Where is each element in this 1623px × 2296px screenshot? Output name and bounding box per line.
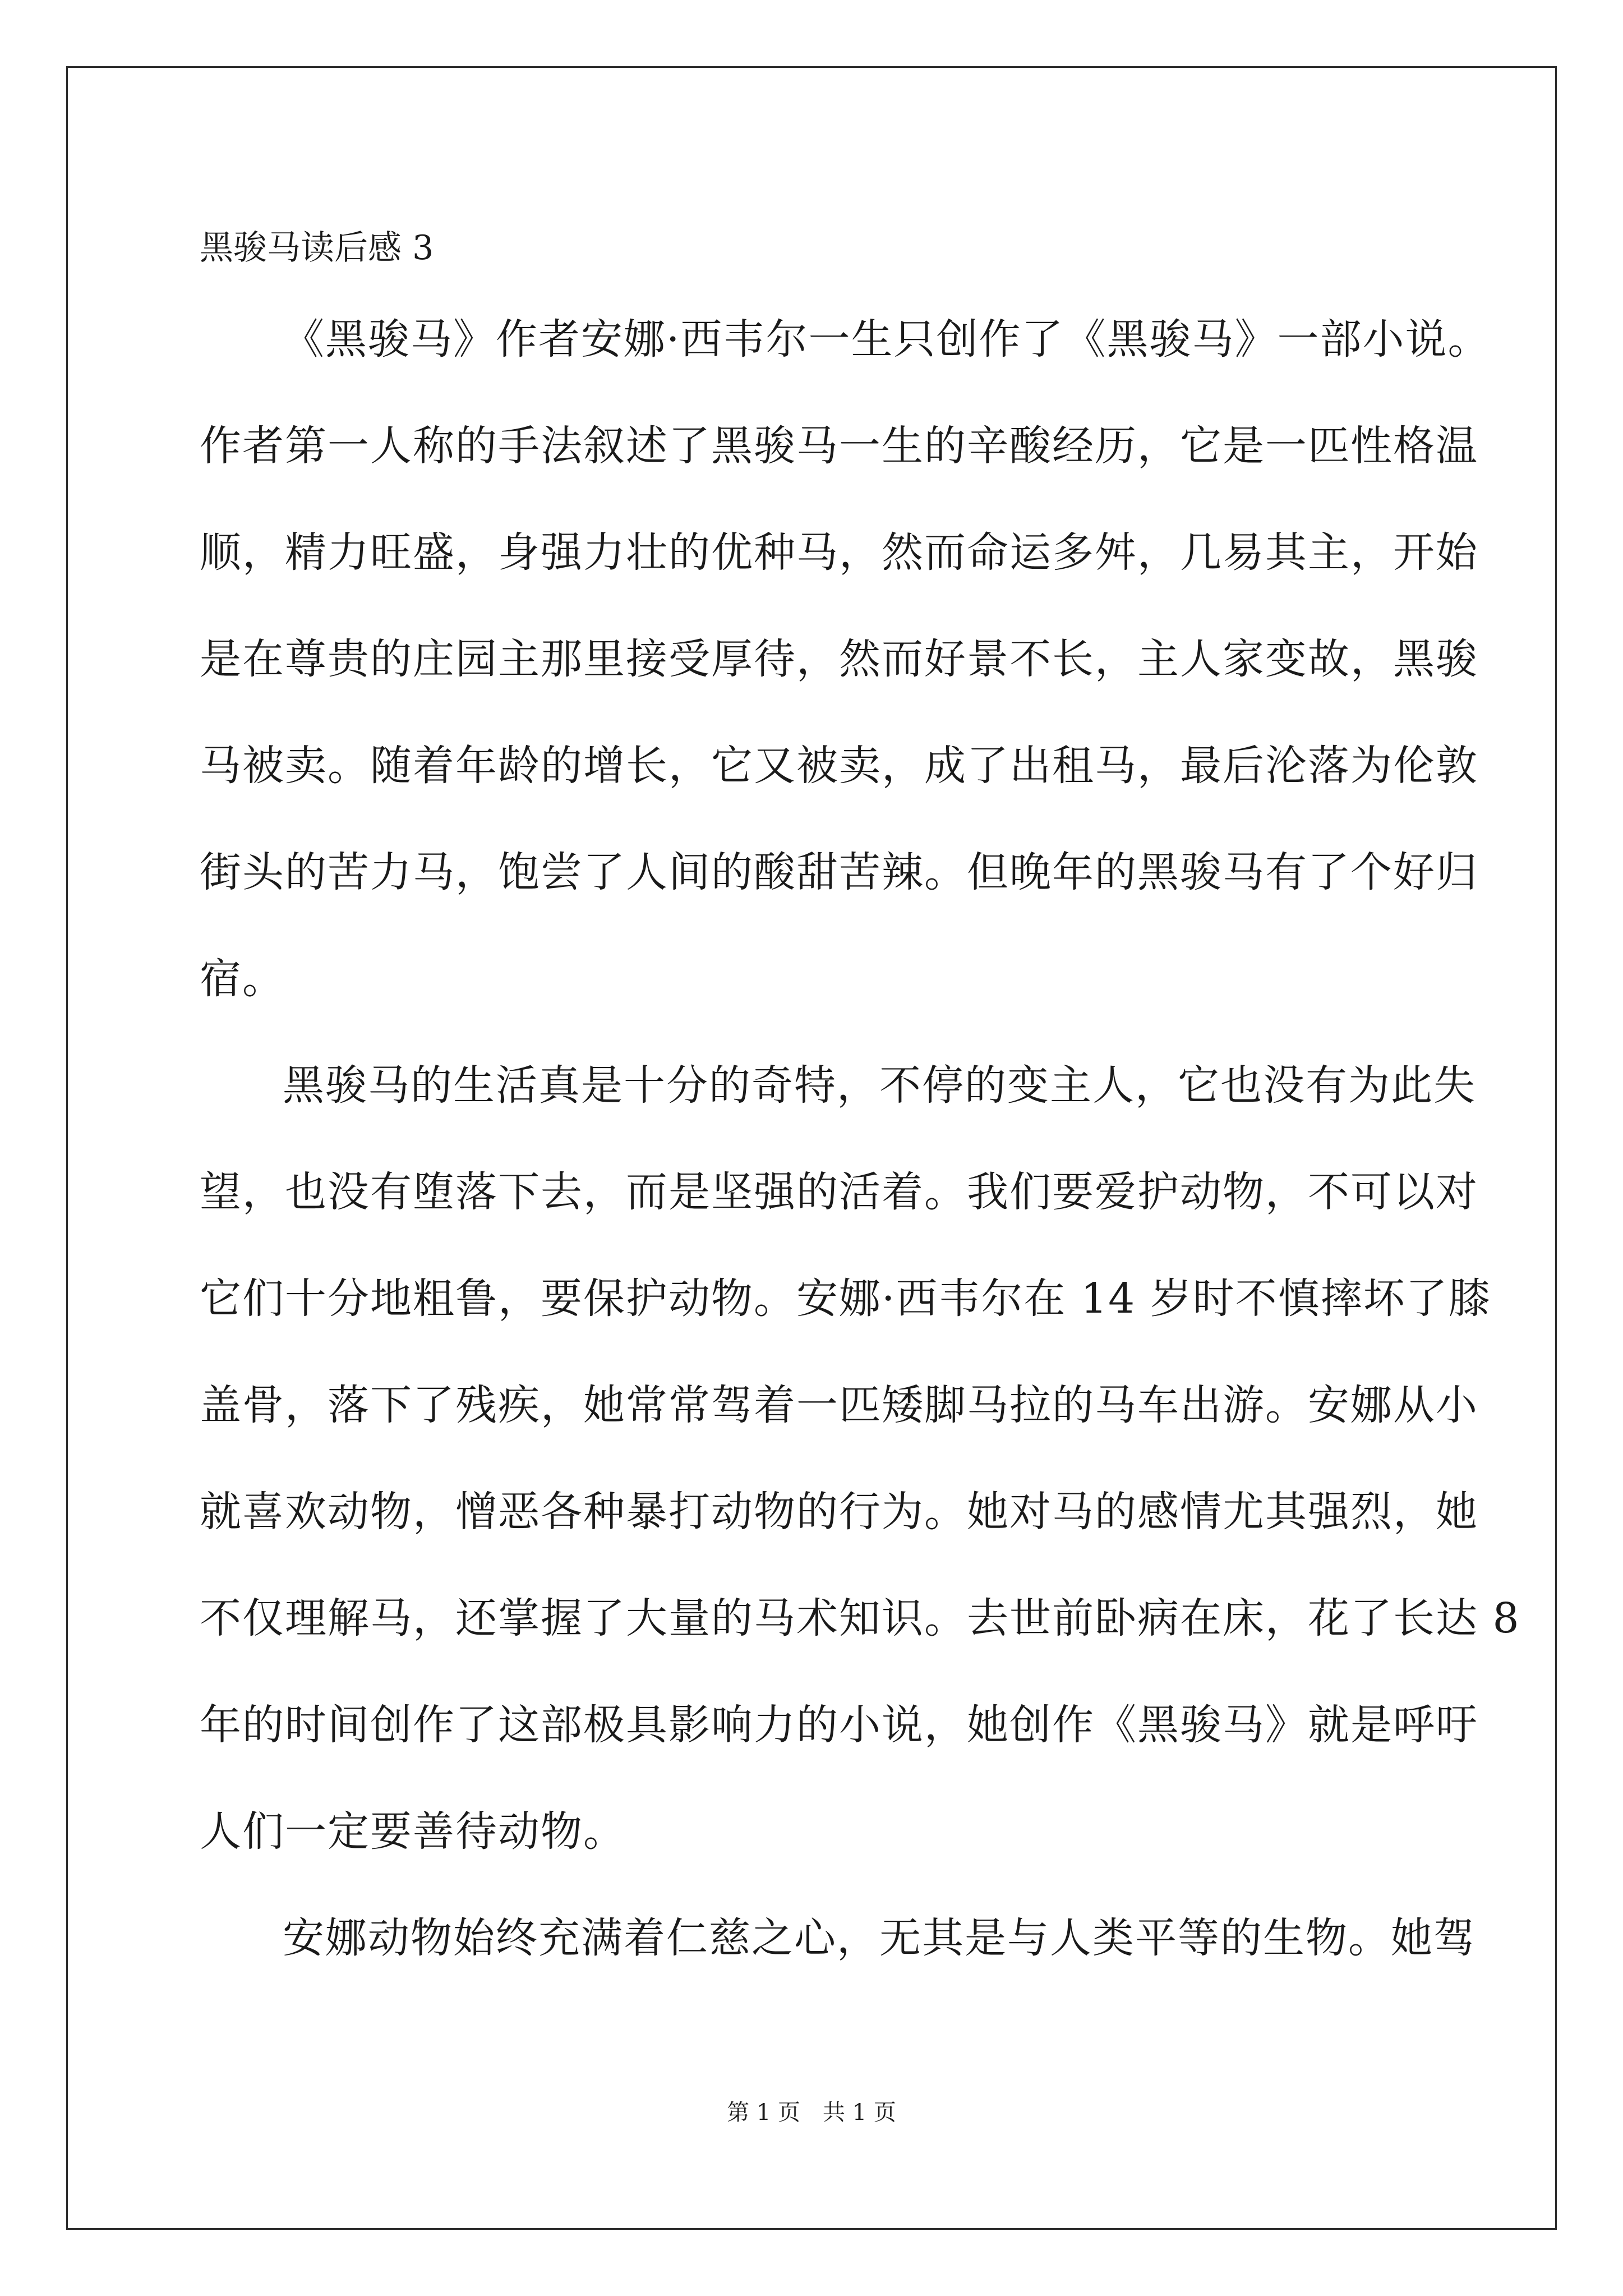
paragraph-2-line-7: 年的时间创作了这部极具影响力的小说，她创作《黑骏马》就是呼吁	[200, 1701, 1478, 1749]
paragraph-1-line-7: 宿。	[200, 955, 285, 1003]
page-number-current: 第 1 页	[727, 2100, 800, 2125]
paragraph-2-line-6: 不仅理解马，还掌握了大量的马术知识。去世前卧病在床，花了长达 8	[200, 1594, 1520, 1642]
paragraph-3-line-1: 安娜动物始终充满着仁慈之心，无其是与人类平等的生物。她驾	[283, 1914, 1476, 1962]
paragraph-2-line-8: 人们一定要善待动物。	[200, 1807, 626, 1856]
page-number-total: 共 1 页	[823, 2100, 896, 2125]
paragraph-1-line-5: 马被卖。随着年龄的增长，它又被卖，成了出租马，最后沦落为伦敦	[200, 742, 1478, 790]
paragraph-1-line-4: 是在尊贵的庄园主那里接受厚待，然而好景不长，主人家变故，黑骏	[200, 635, 1478, 683]
paragraph-1-line-6: 街头的苦力马，饱尝了人间的酸甜苦辣。但晚年的黑骏马有了个好归	[200, 848, 1478, 896]
paragraph-2-line-5: 就喜欢动物，憎恶各种暴打动物的行为。她对马的感情尤其强烈，她	[200, 1488, 1478, 1536]
document-body	[200, 286, 1520, 1991]
paragraph-2-line-2: 望，也没有堕落下去，而是坚强的活着。我们要爱护动物，不可以对	[200, 1168, 1478, 1216]
paragraph-2-line-1: 黑骏马的生活真是十分的奇特，不停的变主人，它也没有为此失	[283, 1061, 1476, 1110]
page-footer	[0, 2097, 1623, 2128]
paragraph-2-line-3: 它们十分地粗鲁，要保护动物。安娜·西韦尔在 14 岁时不慎摔坏了膝	[200, 1274, 1491, 1323]
document-title: 黑骏马读后感 3	[200, 228, 434, 268]
paragraph-1-line-2: 作者第一人称的手法叙述了黑骏马一生的辛酸经历，它是一匹性格温	[200, 422, 1478, 470]
paragraph-2-line-4: 盖骨，落下了残疾，她常常驾着一匹矮脚马拉的马车出游。安娜从小	[200, 1381, 1478, 1429]
paragraph-1-line-1: 《黑骏马》作者安娜·西韦尔一生只创作了《黑骏马》一部小说。	[283, 315, 1491, 364]
paragraph-1-line-3: 顺，精力旺盛，身强力壮的优种马，然而命运多舛，几易其主，开始	[200, 528, 1478, 577]
